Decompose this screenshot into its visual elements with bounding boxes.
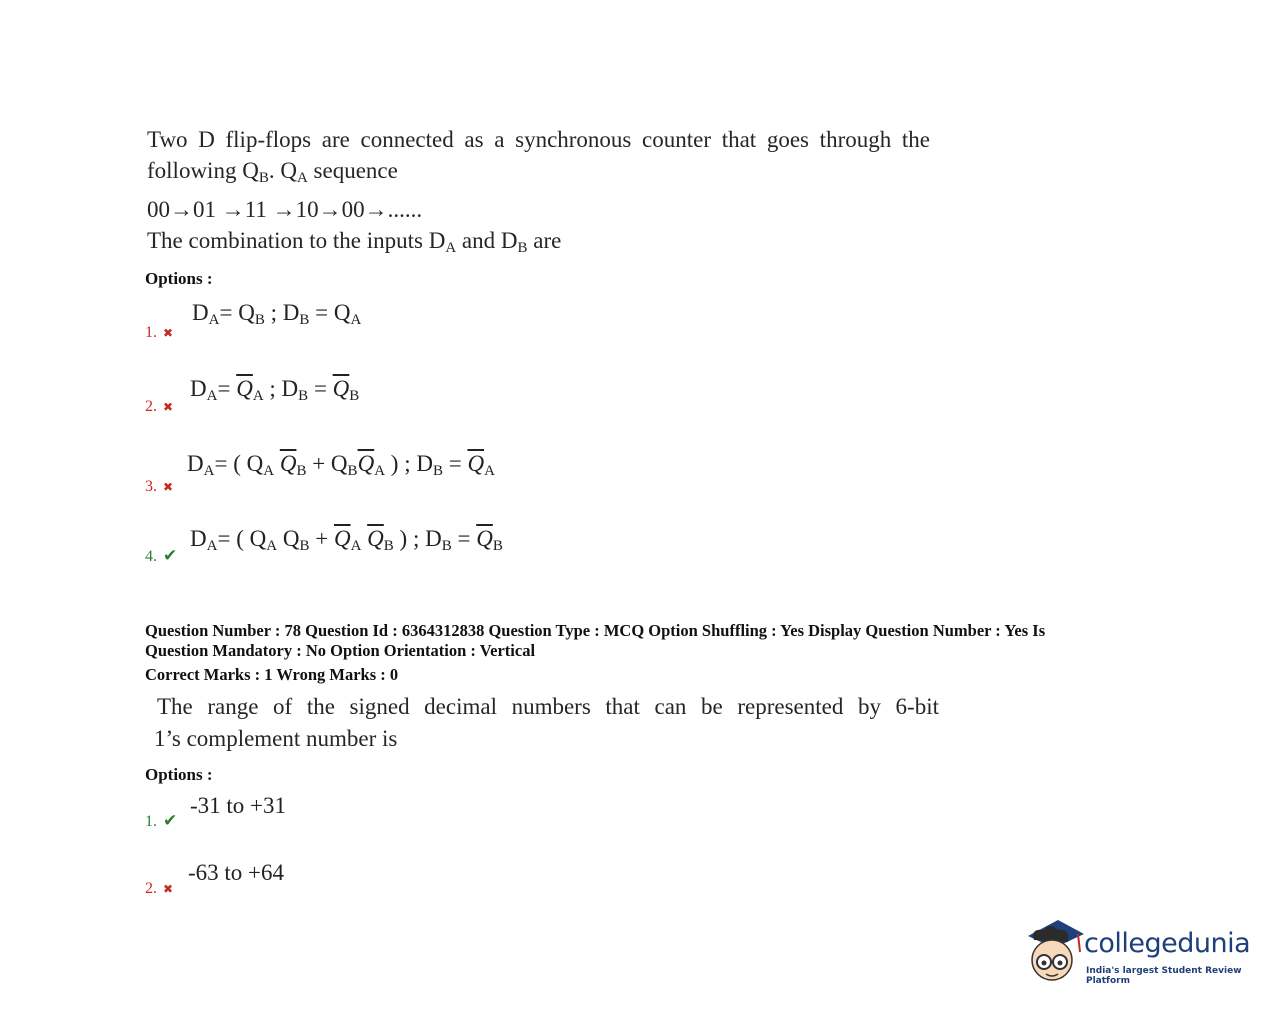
q2-option-2[interactable]: 2. ✖ [145, 880, 174, 897]
q1-option-4[interactable]: 4. ✔ [145, 546, 178, 565]
meta-line-1: Question Number : 78 Question Id : 6364312838 Question Type : MCQ Option Shuffling : Yes Display Question Number : Yes Is [145, 621, 1046, 640]
question-1-sequence: 00→01 →11 →10→00→...... [147, 197, 423, 222]
question-1-line-1: Two D flip-flops are connected as a synchronous counter that goes through the [147, 127, 930, 152]
q2-option-1[interactable]: 1. ✔ [145, 811, 178, 830]
q2-option-1-text: -31 to +31 [190, 793, 287, 818]
q1-option-1[interactable]: 1. ✖ [145, 324, 174, 341]
cross-icon: ✖ [163, 480, 174, 494]
mascot-icon [1024, 918, 1086, 988]
question-1-text [147, 124, 930, 264]
q1-option-1-formula: $D_A= Q_B$ ; $D_B = Q_A$ [192, 300, 362, 328]
question-2-line-2: 1’s complement number is [154, 726, 398, 751]
q1-option-3-formula: $D_A=$ ( $Q_A$ $\overline{Q}_B + Q_B\overline{Q}_A$ ) ; $D_B = \overline{Q}_A$ [187, 451, 495, 479]
question-78-meta [145, 621, 1105, 685]
options-label-q2: Options : [145, 765, 213, 784]
meta-line-2: Question Mandatory : No Option Orientation : Vertical [145, 641, 536, 660]
question-1-line-2: following $Q_B$. $Q_A$ sequence [147, 158, 398, 186]
question-2-text [154, 691, 939, 755]
q1-option-2-formula: $D_A= \overline{Q}_A$ ; $D_B = \overline{Q}_B$ [190, 376, 360, 404]
logo-name: collegedunia [1084, 928, 1251, 959]
logo-tagline: India's largest Student Review Platform [1086, 966, 1242, 986]
cross-icon: ✖ [163, 400, 174, 414]
cross-icon: ✖ [163, 326, 174, 340]
q1-option-3[interactable]: 3. ✖ [145, 478, 174, 495]
collegedunia-logo[interactable] [1024, 918, 1264, 990]
q1-option-4-formula: $D_A=$ ( $Q_A$ $Q_B + \overline{Q}_A$ $\overline{Q}_B$ ) ; $D_B = \overline{Q}_B$ [190, 526, 503, 554]
check-icon: ✔ [163, 546, 178, 565]
q2-option-2-text: -63 to +64 [188, 860, 285, 885]
question-1-line-4: The combination to the inputs $D_A$ and $D_B$ are [147, 228, 562, 256]
q1-option-2[interactable]: 2. ✖ [145, 398, 174, 415]
options-label-q1: Options : [145, 269, 213, 288]
cross-icon: ✖ [163, 882, 174, 896]
check-icon: ✔ [163, 811, 178, 830]
question-2-line-1: The range of the signed decimal numbers that can be represented by 6-bit [157, 694, 939, 719]
meta-marks: Correct Marks : 1 Wrong Marks : 0 [145, 665, 399, 684]
